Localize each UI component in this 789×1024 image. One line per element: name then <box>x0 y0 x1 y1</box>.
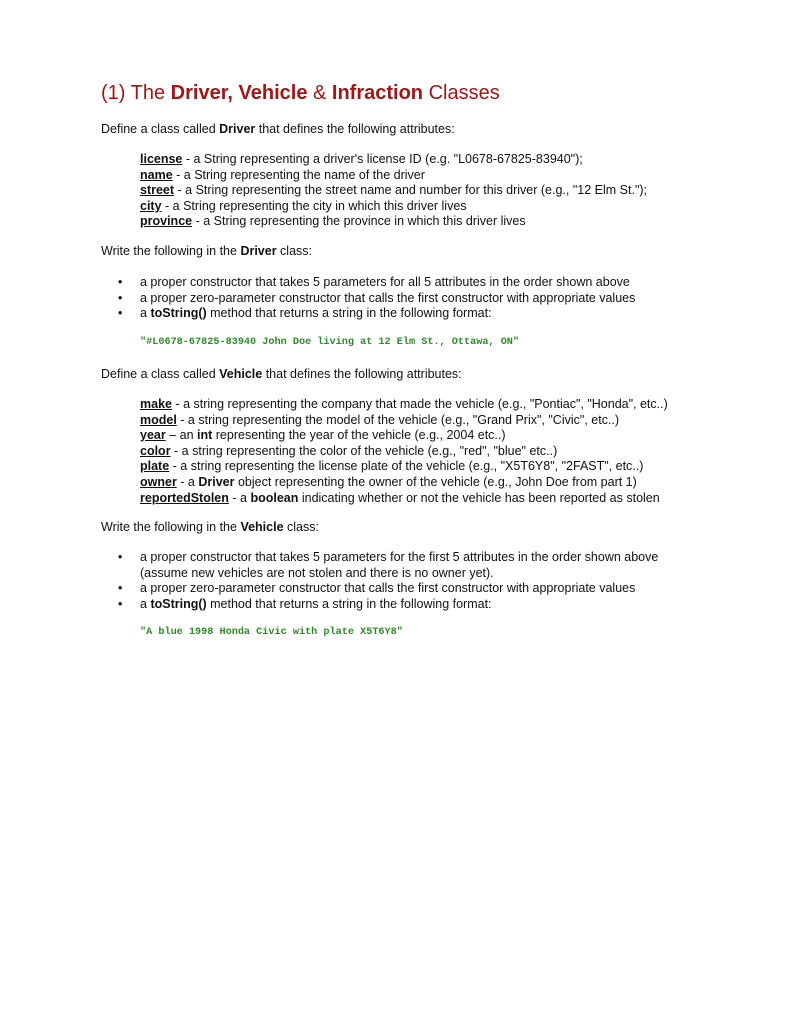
bullet-text: a proper constructor that takes 5 parameters for the first 5 attributes in the order shown above <box>140 550 659 564</box>
attribute-type: Driver <box>198 474 235 489</box>
attribute-desc: - a string representing the license plate of the vehicle (e.g., "X5T6Y8", "2FAST", etc..) <box>169 459 644 474</box>
vehicle-requirements-list <box>118 550 658 612</box>
bullet-icon: • <box>118 306 123 321</box>
driver-attribute <box>140 183 647 199</box>
attribute-desc: - a <box>176 474 199 489</box>
vehicle-write-heading <box>101 520 319 534</box>
vehicle-tostring-example: "A blue 1998 Honda Civic with plate X5T6Y8" <box>140 627 403 638</box>
attribute-name: color <box>140 443 171 458</box>
driver-attribute-list <box>140 152 647 230</box>
attribute-desc: - a String representing the street name and number for this driver (e.g., "12 Elm St."); <box>174 183 648 198</box>
title-infraction: Infraction <box>331 82 424 104</box>
attribute-name: plate <box>140 459 170 474</box>
bullet-bold: toString() <box>150 596 207 611</box>
driver-intro <box>101 122 455 136</box>
vehicle-attribute <box>140 413 668 429</box>
driver-requirements-list <box>118 275 635 322</box>
driver-write-class: Driver <box>240 244 277 258</box>
vehicle-attribute <box>140 428 668 444</box>
list-item <box>118 306 635 322</box>
list-item <box>118 581 658 597</box>
bullet-text: a <box>140 596 151 611</box>
bullet-text: a proper zero-parameter constructor that calls the first constructor with appropriate values <box>140 581 636 596</box>
bullet-text: a <box>140 306 151 321</box>
attribute-name: license <box>140 152 183 166</box>
attribute-name: city <box>140 198 162 213</box>
attribute-desc: - a String representing a driver's license ID (e.g. "L0678-67825-83940"); <box>182 152 583 166</box>
driver-intro-pre: Define a class called <box>101 122 220 136</box>
vehicle-attribute <box>140 444 668 460</box>
attribute-desc-post: representing the year of the vehicle (e.g., 2004 etc..) <box>212 428 506 443</box>
vehicle-write-class: Vehicle <box>240 520 284 534</box>
attribute-type: boolean <box>250 490 299 505</box>
bullet-icon: • <box>118 581 123 596</box>
attribute-desc: - a String representing the name of the driver <box>172 167 425 182</box>
title-driver: Driver, <box>170 82 233 104</box>
driver-write-post: class: <box>276 244 313 258</box>
bullet-bold: toString() <box>150 306 207 321</box>
vehicle-attribute <box>140 459 668 475</box>
bullet-text-line2: (assume new vehicles are not stolen and there is no owner yet). <box>140 565 494 580</box>
list-item <box>118 550 658 581</box>
list-item <box>118 275 635 291</box>
driver-attribute <box>140 152 647 168</box>
bullet-icon: • <box>118 596 123 611</box>
vehicle-intro-class: Vehicle <box>219 367 263 381</box>
attribute-name: model <box>140 412 177 427</box>
attribute-desc: - a string representing the model of the vehicle (e.g., "Grand Prix", "Civic", etc..) <box>176 412 620 427</box>
vehicle-attribute-list <box>140 397 668 506</box>
title-suffix: Classes <box>423 82 500 104</box>
bullet-icon: • <box>118 290 123 305</box>
attribute-name: reportedStolen <box>140 490 229 505</box>
attribute-desc-post: indicating whether or not the vehicle has been reported as stolen <box>298 490 660 505</box>
section-title <box>101 82 500 105</box>
bullet-text: a proper constructor that takes 5 parameters for all 5 attributes in the order shown above <box>140 275 630 289</box>
driver-attribute <box>140 199 647 215</box>
title-ampersand: & <box>307 82 332 104</box>
attribute-desc: - a string representing the color of the vehicle (e.g., "red", "blue" etc..) <box>170 443 558 458</box>
bullet-text-post: method that returns a string in the following format: <box>206 596 492 611</box>
attribute-name: owner <box>140 474 177 489</box>
vehicle-attribute <box>140 397 668 413</box>
attribute-desc: – an <box>165 428 198 443</box>
vehicle-write-pre: Write the following in the <box>101 520 241 534</box>
attribute-desc: - a String representing the city in which this driver lives <box>161 198 467 213</box>
title-vehicle: Vehicle <box>238 82 308 104</box>
attribute-desc: - a string representing the company that made the vehicle (e.g., "Pontiac", "Honda", etc..) <box>171 397 668 411</box>
attribute-name: street <box>140 183 175 198</box>
vehicle-intro <box>101 367 462 381</box>
vehicle-write-post: class: <box>283 520 319 534</box>
attribute-name: make <box>140 397 172 411</box>
driver-write-pre: Write the following in the <box>101 244 241 258</box>
driver-attribute <box>140 214 647 230</box>
attribute-name: year <box>140 428 166 443</box>
bullet-icon: • <box>118 275 123 289</box>
driver-intro-post: that defines the following attributes: <box>255 122 455 136</box>
attribute-desc: - a String representing the province in which this driver lives <box>192 214 526 229</box>
driver-tostring-example: "#L0678-67825-83940 John Doe living at 12 Elm St., Ottawa, ON" <box>140 337 520 348</box>
title-prefix: (1) The <box>101 82 171 104</box>
vehicle-attribute <box>140 475 668 491</box>
attribute-name: name <box>140 167 173 182</box>
bullet-icon: • <box>118 550 123 564</box>
attribute-name: province <box>140 214 193 229</box>
vehicle-intro-pre: Define a class called <box>101 367 220 381</box>
driver-write-heading <box>101 244 312 258</box>
vehicle-attribute <box>140 491 668 507</box>
list-item <box>118 597 658 613</box>
vehicle-intro-post: that defines the following attributes: <box>262 367 462 381</box>
bullet-text: a proper zero-parameter constructor that calls the first constructor with appropriate values <box>140 290 636 305</box>
bullet-text-post: method that returns a string in the following format: <box>206 306 492 321</box>
attribute-type: int <box>197 428 213 443</box>
driver-intro-class: Driver <box>219 122 256 136</box>
attribute-desc-post: object representing the owner of the vehicle (e.g., John Doe from part 1) <box>234 474 637 489</box>
attribute-desc: - a <box>228 490 251 505</box>
list-item <box>118 291 635 307</box>
driver-attribute <box>140 168 647 184</box>
